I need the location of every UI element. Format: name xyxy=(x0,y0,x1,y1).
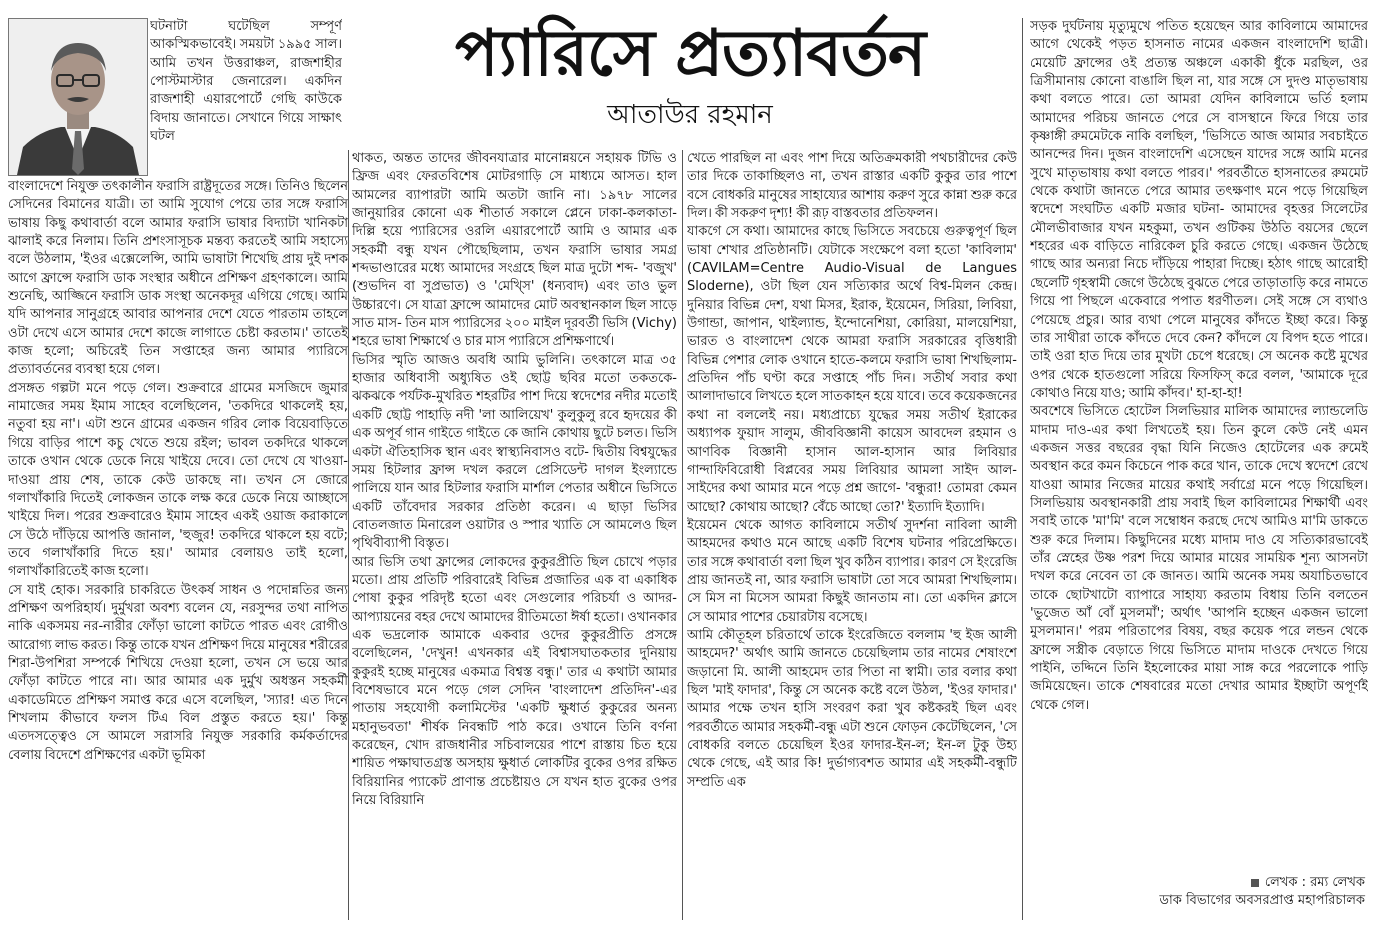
column-divider xyxy=(682,150,683,920)
column-divider xyxy=(1022,18,1023,920)
column-divider xyxy=(348,150,349,920)
author-portrait-image xyxy=(9,19,147,175)
author-photo xyxy=(8,18,148,176)
square-bullet-icon xyxy=(1251,879,1259,887)
intro-paragraph: ঘটনাটা ঘটেছিল সম্পূর্ণ আকস্মিকভাবেই। সময়টা ১৯৯৫ সাল। আমি তখন উত্তরাঞ্চল, রাজশাহীর পোস্টমাস্টার জেনারেল। একদিন রাজশাহী এয়ারপোর্টে গেছি কাউকে বিদায় জানাতে। সেখানে গিয়ে সাক্ষাৎ ঘটল xyxy=(150,19,342,145)
column-1-intro xyxy=(150,18,342,176)
paragraph: ভিসির স্মৃতি আজও অবধি আমি ভুলিনি। তৎকালে মাত্র ৩৫ হাজার অধিবাসী অধ্যুষিত ওই ছোট্ট ছবির মতো তকতকে-ঝকঝকে পর্যটক-মুখরিত শহরটির পাশ দিয়ে স্বদেশের নদীর মতোই একটি ছোট্ট পাহাড়ি নদী 'লা আলিয়েখ' কুলুকুলু রবে হৃদয়ের কী এক অপূর্ব গান গাইতে গাইতে কে জানি কোথায় ছুটে চলত। ভিসি একটা ঐতিহাসিক স্থান এবং স্বাস্থ্যনিবাসও বটে- দ্বিতীয় বিশ্বযুদ্ধের সময় হিটলার ফ্রান্স দখল করলে প্রেসিডেন্ট দাগল ইংল্যান্ডে পালিয়ে যান আর হিটলার ফরাসি মার্শাল পেতার অধীনে ভিসিতে একটি তাঁবেদার সরকার প্রতিষ্ঠা করেন। এ ছাড়া ভিসির বোতলজাত মিনারেল ওয়াটার ও স্পার খ্যাতি সে আমলেও ছিল পৃথিবীব্যাপী বিস্তৃত। xyxy=(352,352,677,552)
column-2 xyxy=(352,150,677,925)
writer-note-line-2: ডাক বিভাগের অবসরপ্রাপ্ত মহাপরিচালক xyxy=(1159,893,1365,908)
paragraph: প্রসঙ্গত গল্পটা মনে পড়ে গেল। শুক্রবারে গ্রামের মসজিদে জুমার নামাজের সময় ইমাম সাহেব বলেছিলেন, 'তকদিরে থাকলেই হয়, নতুবা হয় না'। এটা শুনে গ্রামের একজন গরিব লোক বিয়েবাড়িতে গিয়ে বাড়ির পাশে কচু খেতে শুয়ে রইল; ভাবল তকদিরে থাকলে তাকে ওখান থেকে ডেকে নিয়ে খাইয়ে দেবে। তো দেখে যে খাওয়া-দাওয়া প্রায় শেষ, তাকে কেউ ডাকছে না। তখন সে জোরে গলাখাঁকারি দিতেই লোকজন তাকে লক্ষ করে ডেকে নিয়ে আচ্ছাসে খাইয়ে দিল। পরের শুক্রবারেও ইমাম সাহেব একই ওয়াজ করাকালে সে উঠে দাঁড়িয়ে আপত্তি জানাল, 'হুজুর! তকদিরে থাকলে হয় বটে; তবে গলাখাঁকারি দিতে হয়।' আমার বেলায়ও তাই হলো, গলাখাঁকারিতেই কাজ হলো। xyxy=(8,380,348,580)
paragraph: খেতে পারছিল না এবং পাশ দিয়ে অতিক্রমকারী পথচারীদের কেউ তার দিকে তাকাচ্ছিলও না, তখন রাস্তার একটি কুকুর তার পাশে বসে বোধকরি মানুষের সাহায্যের আশায় করুণ সুরে কান্না শুরু করে দিল। কী সকরুণ দৃশ্য! কী রূঢ় বাস্তবতার প্রতিফলন। xyxy=(687,151,1017,222)
paragraph: সড়ক দুর্ঘটনায় মৃত্যুমুখে পতিত হয়েছেন আর কাবিলামে আমাদের আগে থেকেই পড়ত হাসনাত নামের একজন বাংলাদেশি ছাত্রী। মেয়েটি ফ্রান্সের ওই প্রত্যন্ত অঞ্চলে একাকী ধুঁকে মরছিল, ওর ত্রিসীমানায় কোনো বাঙালি ছিল না, যার সঙ্গে সে দুদণ্ড মাতৃভাষায় কথা বলতে পারে। তো আমরা যেদিন কাবিলামে ভর্তি হলাম আমাদের পরিচয় জানতে পেরে সে বাসস্থানে ফিরে গিয়ে তার কৃষ্ণাঙ্গী রুমমেটকে নাকি বলছিল, 'ভিসিতে আজ আমার সবচাইতে আনন্দের দিন। দুজন বাংলাদেশি এসেছেন যাদের সঙ্গে আমি মনের সুখে মাতৃভাষায় কথা বলতে পারব।' পরবর্তীতে হাসনাতের রুমমেট থেকে কথাটা জানতে পেরে আমার তৎক্ষণাৎ মনে পড়ে গিয়েছিল স্বদেশে সংঘটিত একটি মজার ঘটনা- আমাদের বৃহত্তর সিলেটের মৌলভীবাজার যখন মহকুমা, তখন গুটিকয় উঠতি বয়সের ছেলে শহরের এক বাড়িতে নারিকেল চুরি করতে গেছে। একজন উঠেছে গাছে আর অন্যরা নিচে দাঁড়িয়ে পাহারা দিচ্ছে। হঠাৎ গাছে আরোহী ছেলেটি গৃহস্বামী জেগে উঠেছে বুঝতে পেরে তাড়াতাড়ি করে নামতে গিয়ে পা পিছলে একেবারে পপাত ধরণীতল। সেই সঙ্গে সে ব্যথাও পেয়েছে প্রচুর। আর ব্যথা পেলে মানুষের কাঁদতে ইচ্ছা করে। কিন্তু তার সাথীরা তাকে কাঁদতে দেবে কেন? কাঁদলে যে বিপদ হতে পারে। তাই ওরা হাত দিয়ে তার মুখটা চেপে ধরেছে। সে অনেক কষ্টে মুখের ওপর থেকে হাতগুলো সরিয়ে ফিসফিস্ করে বলল, 'আমাকে দূরে কোথাও নিয়ে যাও; আমি কাঁদব।' হা-হা-হা! xyxy=(1030,19,1368,401)
paragraph: অবশেষে ভিসিতে হোটেল সিলভিয়ার মালিক আমাদের ল্যান্ডলেডি মাদাম দাও-এর কথা লিখতেই হয়। তিন কুলে কেউ নেই এমন একজন সত্তর বছরের বৃদ্ধা যিনি নিজেও হোটেলের এক রুমেই অবস্থান করে কমন কিচেনে পাক করে খান, তাকে দেখে স্বদেশে রেখে যাওয়া আমার নিজের মায়ের কথাই সর্বাগ্রে মনে পড়ে গিয়েছিল। সিলভিয়ায় অবস্থানকারী প্রায় সবাই ছিল কাবিলামের শিক্ষার্থী এবং সবাই তাকে 'মা'মি' বলে সম্বোধন করছে দেখে আমিও মা'মি ডাকতে শুরু করে দিলাম। কিছুদিনের মধ্যে মাদাম দাও যে সত্যিকারভাবেই তাঁর স্নেহের উষ্ণ পরশ দিয়ে আমার মায়ের সাময়িক শূন্য আসনটা দখল করে নেবেন তা কে জানত। আমি অনেক সময় অযাচিতভাবে তাকে ছোটখাটো ব্যাপারে সাহায্য করতাম বিধায় তিনি বলতেন 'ভুজেত আঁ বোঁ মুসলমাঁ'; অর্থাৎ 'আপনি হচ্ছেন একজন ভালো মুসলমান।' পরম পরিতাপের বিষয়, বছর কয়েক পরে লন্ডন থেকে ফ্রান্সে সস্ত্রীক বেড়াতে গিয়ে ভিসিতে মাদাম দাওকে দেখতে গিয়ে পাইনি, তদ্দিনে তিনি ইহলোকের মায়া সাঙ্গ করে পরলোকে পাড়ি জমিয়েছেন। তাকে শেষবারের মতো দেখার আমার ইচ্ছাটা অপূর্ণই থেকে গেল। xyxy=(1030,404,1368,713)
article-title: প্যারিসে প্রত্যাবর্তন xyxy=(454,16,926,91)
column-4 xyxy=(1030,18,1368,873)
column-1 xyxy=(8,178,348,923)
paragraph: থাকত, অন্তত তাদের জীবনযাত্রার মানোন্নয়নে সহায়ক টিভি ও ফ্রিজ এবং ফেরতবিশেষ মোটরগাড়ি সে মাধ্যমে আসত। হাল আমলের ব্যাপারটা আমি অতটা জানি না। ১৯৭৮ সালের জানুয়ারির কোনো এক শীতার্ত সকালে প্লেনে ঢাকা-কলকাতা-দিল্লি হয়ে প্যারিসের ওরলি এয়ারপোর্টে আমি ও আমার এক সহকর্মী বন্ধু যখন পৌছেছিলাম, তখন ফরাসি ভাষার সমগ্র শব্দভাণ্ডারের মধ্যে আমাদের সংগ্রহে ছিল মাত্র দুটো শব্দ- 'বজুখ' (শুভদিন বা সুপ্রভাত) ও 'মেখ্সি' (ধন্যবাদ) এবং তাও ভুল উচ্চারণে। সে যাত্রা ফ্রান্সে আমাদের মোট অবস্থানকাল ছিল সাড়ে সাত মাস- তিন মাস প্যারিসের ২০০ মাইল দূরবর্তী ভিসি (Vichy) শহরে ভাষা শিক্ষার্থে ও চার মাস প্যারিসে প্রশিক্ষণার্থে। xyxy=(352,151,677,350)
writer-note xyxy=(1065,874,1365,910)
writer-note-line-1 xyxy=(1065,874,1365,892)
article-author: আতাউর রহমান xyxy=(607,100,773,130)
writer-note-text: লেখক : রম্য লেখক xyxy=(1264,875,1365,890)
column-3 xyxy=(687,150,1017,925)
paragraph: ইয়েমেন থেকে আগত কাবিলামে সতীর্থ সুদর্শনা নাবিলা আলী আহমদের কথাও মনে আছে একটি বিশেষ ঘটনার পরিপ্রেক্ষিতে। তার সঙ্গে কথাবার্তা বলা ছিল খুব কঠিন ব্যাপার। কারণ সে ইংরেজি প্রায় জানতই না, আর ফরাসি ভাষাটা তো সবে আমরা শিখছিলাম। সে মিস না মিসেস আমরা কিছুই জানতাম না। তো একদিন ক্লাসে সে আমার পাশের চেয়ারটায় বসেছে। xyxy=(687,517,1017,625)
paragraph: সে যাই হোক। সরকারি চাকরিতে উৎকর্ষ সাধন ও পদোন্নতির জন্য প্রশিক্ষণ অপরিহার্য। দুর্মুখরা অবশ্য বলেন যে, নরসুন্দর তথা নাপিত নাকি একসময় নর-নারীর ফোঁড়া ভালো কাটতে পারত এবং রোগীও আরোগ্য লাভ করত। কিন্তু তাকে যখন প্রশিক্ষণ দিয়ে মানুষের শরীরের শিরা-উপশিরা সম্পর্কে শিখিয়ে দেওয়া হলো, তখন সে ভয়ে আর ফোঁড়া কাটতে পারে না। আর আমার এক দুর্মুখ অধস্তন সহকর্মী একাডেমিতে প্রশিক্ষণ সমাপ্ত করে এসে বলেছিল, 'স্যার! এত দিনে শিখলাম কীভাবে ফলস টিএ বিল প্রস্তুত করতে হয়।' কিন্তু এতদসত্ত্বেও সে আমলে সরাসরি নিযুক্ত সরকারি কর্মকর্তাদের বেলায় বিদেশে প্রশিক্ষণের একটা ভূমিকা xyxy=(8,582,348,763)
paragraph: বাংলাদেশে নিযুক্ত তৎকালীন ফরাসি রাষ্ট্রদূতের সঙ্গে। তিনিও ছিলেন সেদিনের বিমানের যাত্রী। তা আমি সুযোগ পেয়ে তার সঙ্গে ফরাসি ভাষায় কিছু কথাবার্তা বলে আমার ফরাসি ভাষার বিদ্যাটা খানিকটা ঝালাই করে নিলাম। তিনি প্রশংসাসূচক মন্তব্য করতেই আমি সহাস্যে বলে উঠলাম, 'ইওর এক্সেলেন্সি, আমি ভাষাটা শিখেছি প্রায় দুই দশক আগে ফ্রান্সে ফরাসি ডাক সংস্থার অধীনে প্রশিক্ষণ গ্রহণকালে। আমি শুনেছি, আজ্জিনে ফরাসি ডাক সংস্থা অনেকদূর এগিয়ে গেছে। আমি যদি আপনার সানুগ্রহে আবার আপনার দেশে যেতে পারতাম তাহলে ওটা দেখে এসে আমার দেশে কাজে লাগাতে চেষ্টা করতাম।' তাতেই কাজ হলো; অচিরেই তিন সপ্তাহের জন্য আমার প্যারিসে প্রত্যাবর্তনের ব্যবস্থা হয়ে গেল। xyxy=(8,179,348,378)
paragraph: আর ভিসি তথা ফ্রান্সের লোকদের কুকুরপ্রীতি ছিল চোখে পড়ার মতো। প্রায় প্রতিটি পরিবারেই বিভিন্ন প্রজাতির এক বা একাধিক পোষা কুকুর পরিদৃষ্ট হতো এবং সেগুলোর পরিচর্যা ও আদর-আপ্যায়নের বহর দেখে আমাদের রীতিমতো ঈর্ষা হতো। ওখানকার এক ভদ্রলোক আমাকে একবার ওদের কুকুরপ্রীতি প্রসঙ্গে বলেছিলেন, 'দেখুন! এখনকার এই বিশ্বাসঘাতকতার দুনিয়ায় কুকুরই হচ্ছে মানুষের একমাত্র বিশ্বস্ত বন্ধু।' তার এ কথাটা আমার বিশেষভাবে মনে পড়ে গেল সেদিন 'বাংলাদেশ প্রতিদিন'-এর পাতায় সহযোগী কলামিস্টের 'একটি ক্ষুধার্ত কুকুরের অনন্য মহানুভবতা' শীর্ষক নিবন্ধটি পাঠ করে। ওখানে তিনি বর্ণনা করেছেন, খোদ রাজধানীর সচিবালয়ের পাশে রাস্তায় চিত হয়ে শায়িত পক্ষাঘাতগ্রস্ত অসহায় ক্ষুধার্ত লোকটির বুকের ওপর রক্ষিত বিরিয়ানির প্যাকেট প্রাণান্ত প্রচেষ্টায়ও সে যখন হাত বুকের ওপর নিয়ে বিরিয়ানি xyxy=(352,554,677,809)
paragraph: যাকগে সে কথা। আমাদের কাছে ভিসিতে সবচেয়ে গুরুত্বপূর্ণ ছিল ভাষা শেখার প্রতিষ্ঠানটি। যেটাকে সংক্ষেপে বলা হতো 'কাবিলাম' (CAVILAM=Centre Audio-Visual de Langues Sloderne), ওটা ছিল যেন সত্যিকার অর্থে বিশ্ব-মিলন কেন্দ্র। দুনিয়ার বিভিন্ন দেশ, যথা মিসর, ইরাক, ইয়েমেন, সিরিয়া, লিবিয়া, উগান্ডা, জাপান, থাইল্যান্ড, ইন্দোনেশিয়া, কোরিয়া, মালয়েশিয়া, ভারত ও বাংলাদেশ থেকে আমরা ফরাসি সরকারের বৃত্তিধারী বিভিন্ন পেশার লোক ওখানে হাতে-কলমে ফরাসি ভাষা শিখছিলাম- প্রতিদিন পাঁচ ঘণ্টা করে সপ্তাহে পাঁচ দিন। সতীর্থ সবার কথা আলাদাভাবে লিখতে হলে সাতকাহন হয়ে যাবে। তবে কয়েকজনের কথা না বললেই নয়। মধ্যপ্রাচ্যে যুদ্ধের সময় সতীর্থ ইরাকের অধ্যাপক ফুয়াদ সালুম, জীববিজ্ঞানী কায়েস আবদেল রহমান ও আণবিক বিজ্ঞানী হাসান আল-হাসান আর লিবিয়ার গান্দাফিবিরোধী বিপ্লবের সময় লিবিয়ার আমলা সাইদ আল-সাইদের কথা আমার মনে পড়ে প্রশ্ন জাগে- 'বন্ধুরা! তোমরা কেমন আছো? কোথায় আছো? বেঁচে আছো তো?' ইত্যাদি ইত্যাদি। xyxy=(687,224,1017,515)
paragraph: আমি কৌতূহল চরিতার্থে তাকে ইংরেজিতে বললাম 'হু ইজ আলী আহমেদ?' অর্থাৎ আমি জানতে চেয়েছিলাম তার নামের শেষাংশে জড়ানো মি. আলী আহমেদ তার পিতা না স্বামী। তার বলার কথা ছিল 'মাই ফাদার', কিন্তু সে অনেক কষ্টে বলে উঠল, 'ইওর ফাদার।' আমার পক্ষে তখন হাসি সংবরণ করা খুব কষ্টকরই ছিল এবং পরবর্তীতে আমার সহকর্মী-বন্ধু এটা শুনে ফোড়ন কেটেছিলেন, 'সে বোধকরি বলতে চেয়েছিল ইওর ফাদার-ইন-ল; ইন-ল টুকু উহ্য থেকে গেছে, এই আর কি! দুর্ভাগ্যবশত আমার এই সহকর্মী-বন্ধুটি সম্প্রতি এক xyxy=(687,627,1017,790)
